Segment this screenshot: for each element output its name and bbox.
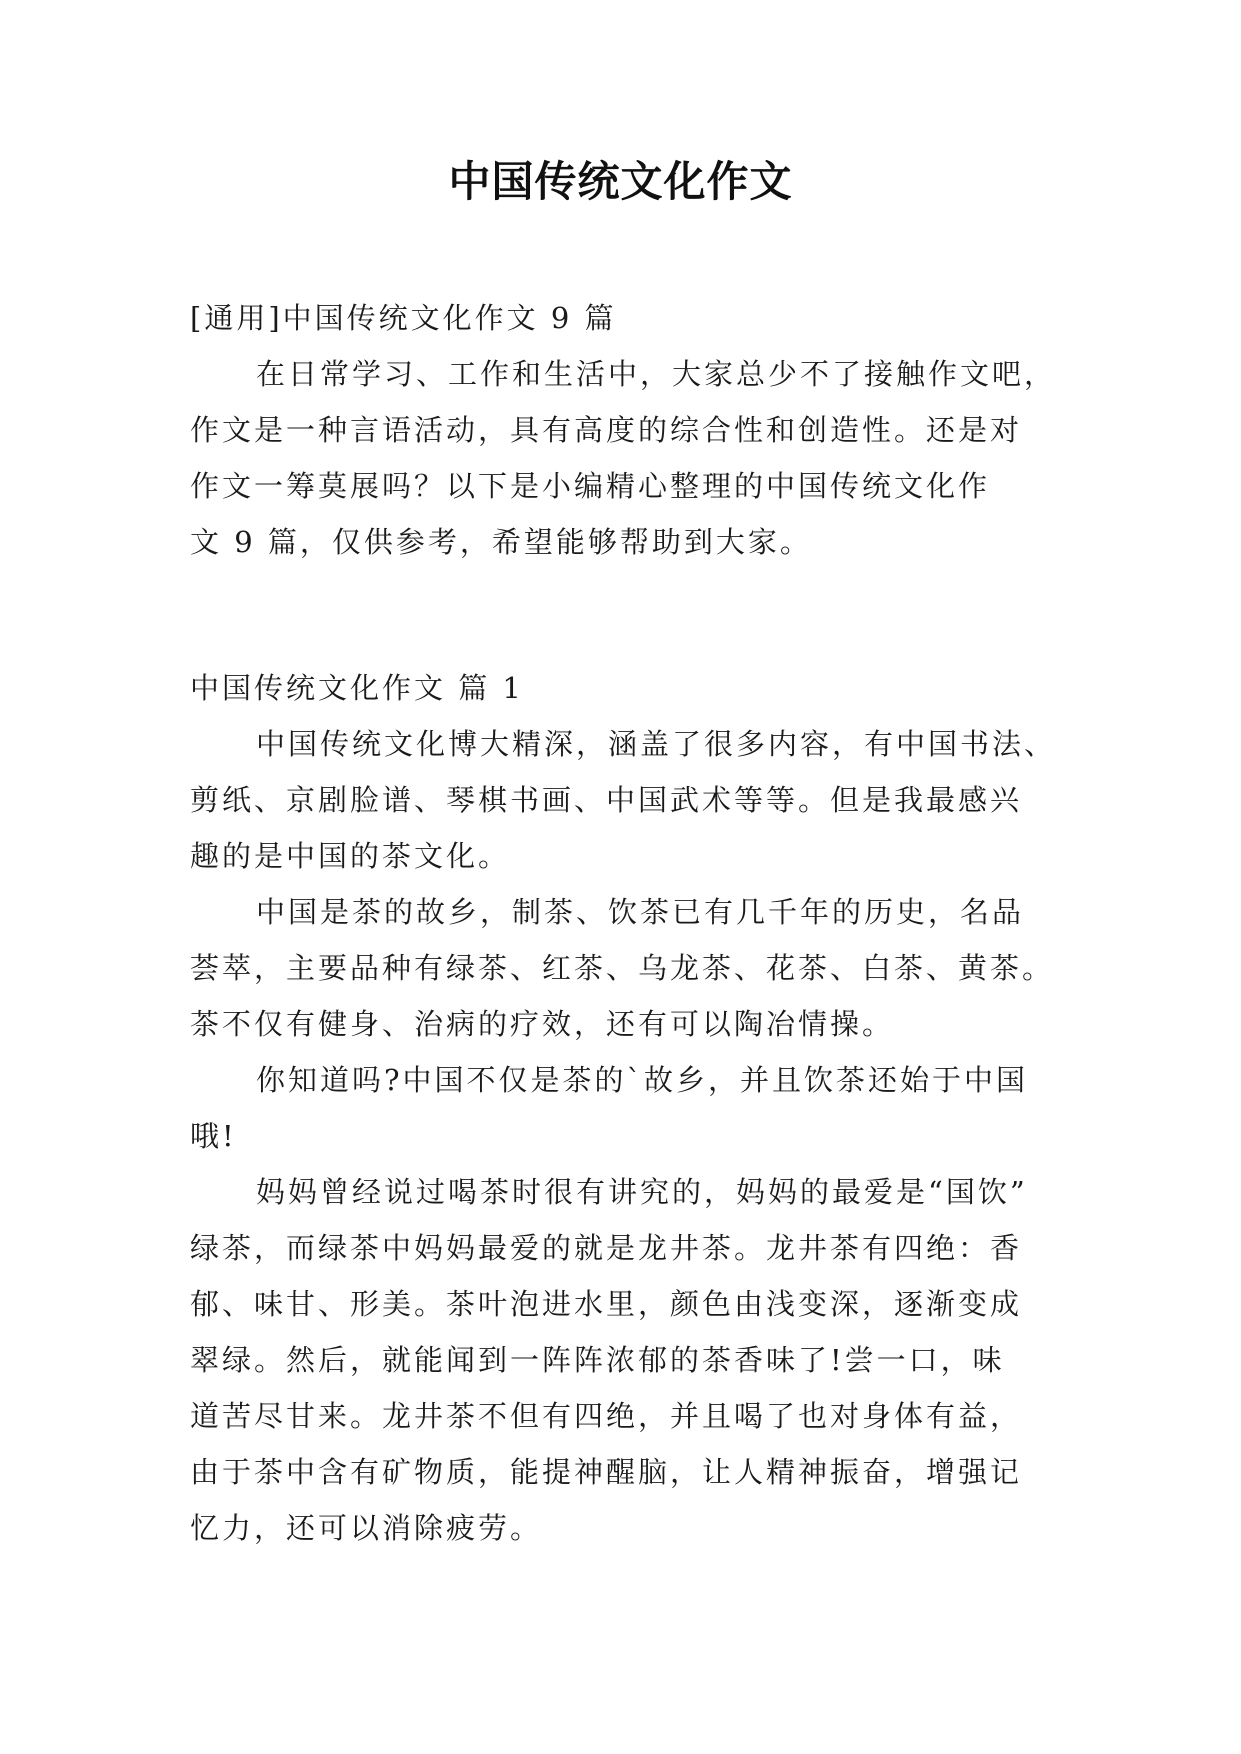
body-paragraph (190, 716, 1057, 884)
body-paragraph (190, 884, 1055, 1052)
paragraph-line: 荟萃，主要品种有绿茶、红茶、乌龙茶、花茶、白茶、黄茶。 (190, 951, 1055, 985)
paragraph-line: 作文是一种言语活动，具有高度的综合性和创造性。还是对 (190, 413, 1023, 447)
section-spacer (190, 570, 1050, 660)
body-paragraph (190, 1052, 1050, 1164)
document-subtitle: [通用]中国传统文化作文 9 篇 (190, 301, 617, 335)
section-heading: 中国传统文化作文 篇 1 (190, 671, 524, 705)
paragraph-line: 道苦尽甘来。龙井茶不但有四绝，并且喝了也对身体有益， (190, 1399, 1023, 1433)
intro-paragraph (190, 346, 1057, 570)
paragraph-line: 妈妈曾经说过喝茶时很有讲究的，妈妈的最爱是“国饮” (256, 1175, 1028, 1209)
paragraph-line: 剪纸、京剧脸谱、琴棋书画、中国武术等等。但是我最感兴 (190, 783, 1023, 817)
paragraph-line: 你知道吗?中国不仅是茶的`故乡，并且饮茶还始于中国 (256, 1063, 1029, 1097)
paragraph-line: 在日常学习、工作和生活中，大家总少不了接触作文吧， (256, 357, 1057, 391)
document-title: 中国传统文化作文 (448, 157, 793, 206)
paragraph-line: 翠绿。然后，就能闻到一阵阵浓郁的茶香味了!尝一口，味 (190, 1343, 1005, 1377)
paragraph-line: 郁、味甘、形美。茶叶泡进水里，颜色由浅变深，逐渐变成 (190, 1287, 1023, 1321)
paragraph-line: 中国传统文化博大精深，涵盖了很多内容，有中国书法、 (256, 727, 1057, 761)
paragraph-line: 中国是茶的故乡，制茶、饮茶已有几千年的历史，名品 (256, 895, 1025, 929)
paragraph-line: 由于茶中含有矿物质，能提神醒脑，让人精神振奋，增强记 (190, 1455, 1023, 1489)
paragraph-line: 哦! (190, 1119, 237, 1153)
body-paragraph (190, 1164, 1050, 1556)
paragraph-line: 茶不仅有健身、治病的疗效，还有可以陶冶情操。 (190, 1007, 895, 1041)
paragraph-line: 作文一筹莫展吗？以下是小编精心整理的中国传统文化作 (190, 469, 991, 503)
paragraph-line: 绿茶，而绿茶中妈妈最爱的就是龙井茶。龙井茶有四绝：香 (190, 1231, 1023, 1265)
paragraph-line: 文 9 篇，仅供参考，希望能够帮助到大家。 (190, 525, 812, 559)
paragraph-line: 忆力，还可以消除疲劳。 (190, 1511, 543, 1545)
document-body (190, 290, 1057, 1556)
paragraph-line: 趣的是中国的茶文化。 (190, 839, 511, 873)
